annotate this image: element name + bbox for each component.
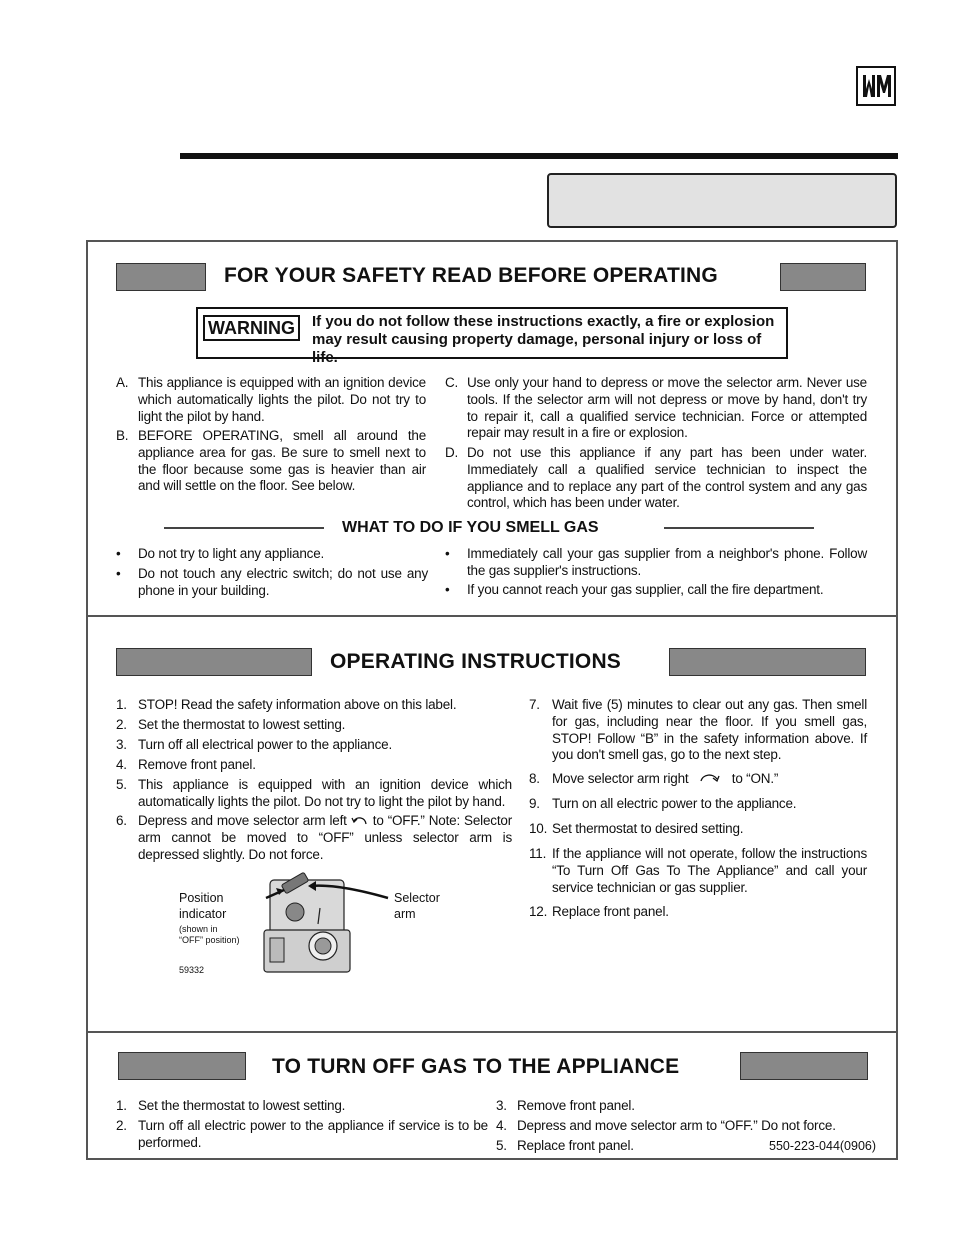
title-bar-right [740,1052,868,1080]
bullet-icon: • [116,566,121,581]
figure-code: 59332 [179,965,205,975]
turn-off-title: TO TURN OFF GAS TO THE APPLIANCE [272,1055,680,1078]
warning-text: If you do not follow these instructions exactly, a fire or explosion may result causing property damage, personal injury or loss of life. [312,313,775,366]
bullet-text: Immediately call your gas supplier from a neighbor's phone. Follow the gas supplier's instructions. [467,546,867,578]
step-text: Set the thermostat to lowest setting. [138,1098,346,1113]
section-divider [88,615,896,617]
step-text: This appliance is equipped with an ignition device which automatically lights the pilot. Do not try to light the pilot by hand. [138,777,512,809]
step-text: Turn off all electric power to the appliance if service is to be performed. [138,1118,488,1150]
step-text [138,813,512,863]
bullet-text: Do not try to light any appliance. [138,546,325,561]
step-number: 1. [116,1098,127,1113]
step-text: Remove front panel. [517,1098,635,1113]
subtitle-rule-left [164,527,324,529]
step-text: Turn on all electric power to the appliance. [552,796,797,811]
step-number: 5. [496,1138,507,1153]
rotate-left-icon [351,814,369,826]
title-bar-left [116,648,312,676]
item-mark: B. [116,428,129,443]
rotate-right-icon [699,772,721,784]
operating-title: OPERATING INSTRUCTIONS [330,650,622,673]
step-number: 10. [529,821,548,836]
step-number: 6. [116,813,127,828]
step-number: 9. [529,796,540,811]
step-text: Remove front panel. [138,757,256,772]
figure-note-line: “OFF” position) [179,935,240,945]
bullet-text: If you cannot reach your gas supplier, call the fire department. [467,582,824,597]
step-number: 4. [116,757,127,772]
step-number: 3. [496,1098,507,1113]
step-number: 2. [116,717,127,732]
step-text-part: to “OFF.” Note: Selector arm cannot be moved to “OFF” unless selector arm is depressed slightly. Do not force. [138,813,512,862]
bullet-icon: • [445,546,450,561]
step-text-part: Move selector arm right [552,771,689,786]
section-divider [88,1031,896,1033]
selector-arm-label [394,890,440,922]
subtitle-rule-right [664,527,814,529]
step-text: Depress and move selector arm to “OFF.” Do not force. [517,1118,836,1133]
position-indicator-label [179,890,226,922]
step-number: 4. [496,1118,507,1133]
figure-note-line: (shown in [179,924,218,934]
header-rule [180,153,898,159]
bullet-text: Do not touch any electric switch; do not use any phone in your building. [138,566,428,598]
figure-label-line: arm [394,907,416,921]
warning-label: WARNING [203,315,300,341]
header-gray-box [547,173,897,228]
step-text: Replace front panel. [552,904,669,919]
step-text: Set thermostat to desired setting. [552,821,744,836]
title-bar-right [780,263,866,291]
item-mark: D. [445,445,459,460]
step-text: Set the thermostat to lowest setting. [138,717,346,732]
step-text: STOP! Read the safety information above on this label. [138,697,457,712]
step-number: 1. [116,697,127,712]
part-number: 550-223-044(0906) [769,1139,877,1153]
bullet-icon: • [445,582,450,597]
safety-title: FOR YOUR SAFETY READ BEFORE OPERATING [224,264,718,287]
step-text [552,771,867,788]
step-text: Turn off all electrical power to the appliance. [138,737,392,752]
figure-label-line: Selector [394,891,440,905]
figure-label-line: Position [179,891,224,905]
step-number: 7. [529,697,540,712]
step-number: 8. [529,771,540,786]
item-text: Do not use this appliance if any part has been under water. Immediately call a qualified service technician to inspect the appliance and to replace any part of the control system and any gas control, which has been under water. [467,445,867,511]
item-text: BEFORE OPERATING, smell all around the appliance area for gas. Be sure to smell next to the floor because some gas is heavier than air and will settle on the floor. See below. [138,428,426,494]
item-mark: A. [116,375,129,390]
step-number: 5. [116,777,127,792]
step-text-part: Depress and move selector arm left [138,813,347,828]
title-bar-right [669,648,866,676]
step-text-part: to “ON.” [731,771,779,786]
step-text: Wait five (5) minutes to clear out any gas. Then smell for gas, including near the floor. If you smell gas, STOP! Follow “B” in the safety information above. If you don't smell gas, go to the next step. [552,697,867,763]
item-mark: C. [445,375,459,390]
item-text: This appliance is equipped with an ignition device which automatically lights the pilot. Do not try to light the pilot by hand. [138,375,426,424]
step-text: Replace front panel. [517,1138,634,1153]
wm-logo [856,66,896,106]
step-number: 2. [116,1118,127,1133]
bullet-icon: • [116,546,121,561]
figure-label-line: indicator [179,907,227,921]
step-number: 12. [529,904,548,919]
off-position-note [179,924,240,946]
title-bar-left [118,1052,246,1080]
step-number: 11. [529,846,547,861]
item-text: Use only your hand to depress or move the selector arm. Never use tools. If the selector arm will not depress or move by hand, don't try to repair it, call a qualified service technician. Force or attempted repair may result in a fire or explosion. [467,375,867,441]
step-text: If the appliance will not operate, follow the instructions “To Turn Off Gas To The Appliance” and call your service technician or gas supplier. [552,846,867,895]
step-number: 3. [116,737,127,752]
title-bar-left [116,263,206,291]
smell-gas-title: WHAT TO DO IF YOU SMELL GAS [342,519,599,536]
